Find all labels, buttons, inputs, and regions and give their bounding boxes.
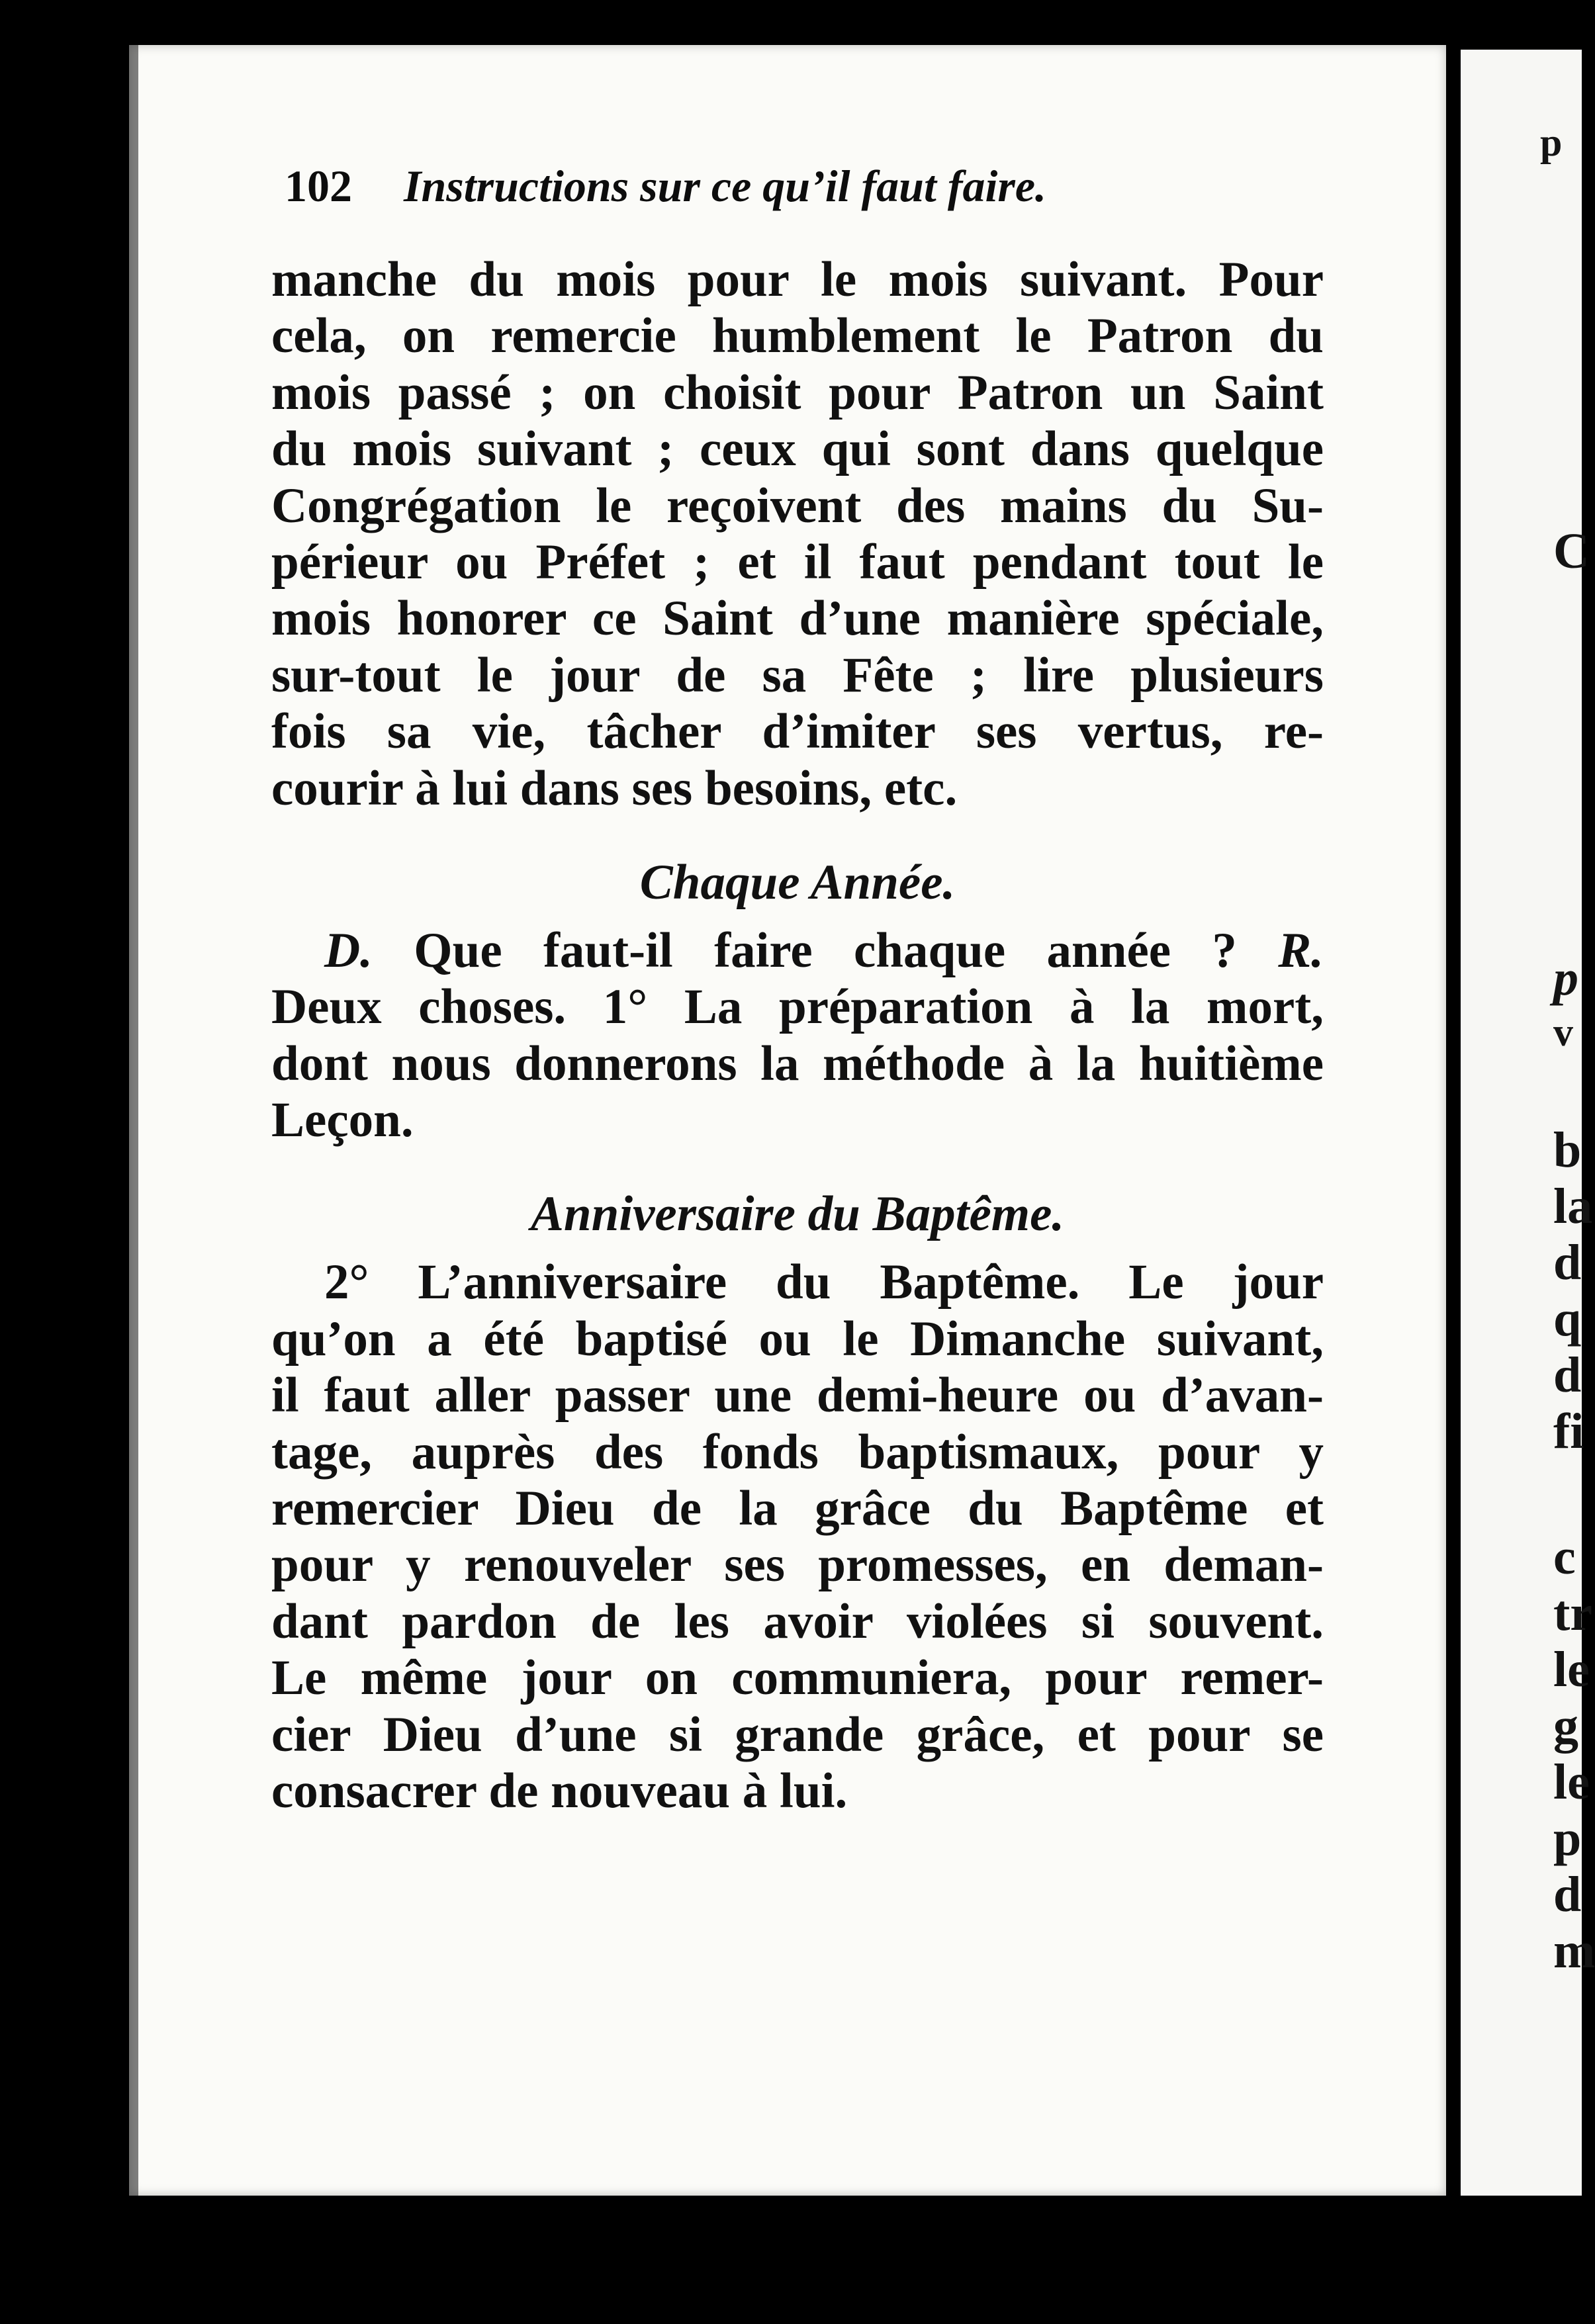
- facing-page-letter: p: [1553, 950, 1578, 1006]
- text-line: Leçon.: [271, 1093, 414, 1148]
- text-line: périeur ou Préfet ; et il faut pendant tout le: [271, 534, 1324, 590]
- running-header: [285, 160, 1297, 220]
- text-line: mois passé ; on choisit pour Patron un Saint: [271, 365, 1324, 420]
- text-line: cier Dieu d’une si grande grâce, et pour se: [271, 1707, 1324, 1762]
- question-line: [271, 922, 1324, 979]
- text-line: Le même jour on communiera, pour remer-: [271, 1650, 1324, 1706]
- text-line: manche du mois pour le mois suivant. Pour: [271, 252, 1324, 307]
- facing-page-letter: m: [1553, 1923, 1595, 1979]
- text-line: mois honorer ce Saint d’une manière spéciale,: [271, 591, 1324, 647]
- text-line: consacrer de nouveau à lui.: [271, 1763, 848, 1818]
- text-line: remercier Dieu de la grâce du Baptême et: [271, 1481, 1324, 1537]
- text-line: fois sa vie, tâcher d’imiter ses vertus, re-: [271, 704, 1324, 760]
- facing-page-letter: C: [1553, 523, 1590, 579]
- text-line: tage, auprès des fonds baptismaux, pour y: [271, 1424, 1324, 1480]
- question-marker: D.: [324, 922, 373, 978]
- text-line: cela, on remercie humblement le Patron du: [271, 308, 1324, 364]
- facing-page-letter: d: [1553, 1867, 1582, 1922]
- facing-page-letter: le: [1553, 1754, 1590, 1810]
- text-line: Deux choses. 1° La préparation à la mort,: [271, 979, 1324, 1035]
- facing-page-letter: g: [1553, 1698, 1578, 1754]
- page-number: 102: [285, 161, 352, 211]
- page-binding-shadow: [129, 45, 138, 2196]
- text-line: dant pardon de les avoir violées si souvent.: [271, 1593, 1324, 1649]
- text-line: du mois suivant ; ceux qui sont dans quelque: [271, 422, 1324, 477]
- book-gutter: [1446, 0, 1461, 2324]
- facing-page-letter: fi: [1553, 1404, 1584, 1459]
- facing-page-letter: v: [1553, 1010, 1573, 1054]
- page-body: [271, 251, 1324, 1819]
- running-title: Instructions sur ce qu’il faut faire.: [404, 161, 1047, 211]
- answer-marker: R.: [1278, 922, 1324, 978]
- text-line: Congrégation le reçoivent des mains du Su-: [271, 478, 1324, 533]
- facing-page-fragment: [1461, 50, 1595, 2207]
- facing-page-letter: tr: [1553, 1586, 1593, 1641]
- facing-page-letter: d: [1553, 1235, 1582, 1290]
- section-heading: Chaque Année.: [639, 854, 956, 910]
- facing-page-letter: c: [1553, 1529, 1576, 1585]
- facing-page-letter: la: [1553, 1179, 1593, 1234]
- text-line: 2° L’anniversaire du Baptême. Le jour: [324, 1255, 1324, 1310]
- facing-page-letter: d: [1553, 1347, 1582, 1403]
- text-line: il faut aller passer une demi-heure ou d’avan-: [271, 1368, 1324, 1423]
- question-text: Que faut-il faire chaque année ?: [414, 922, 1237, 978]
- section-heading: Anniversaire du Baptême.: [530, 1186, 1065, 1242]
- facing-page-letter: p: [1553, 1810, 1582, 1866]
- facing-page-letter: q: [1553, 1291, 1582, 1347]
- text-line: pour y renouveler ses promesses, en deman-: [271, 1537, 1324, 1593]
- facing-page-letter: p: [1540, 120, 1563, 164]
- facing-page-letter: b: [1553, 1122, 1582, 1178]
- text-line: dont nous donnerons la méthode à la huitième: [271, 1036, 1324, 1091]
- text-line: qu’on a été baptisé ou le Dimanche suivant,: [271, 1311, 1324, 1366]
- facing-page-letter: le: [1553, 1642, 1590, 1697]
- text-line: sur-tout le jour de sa Fête ; lire plusieurs: [271, 647, 1324, 703]
- scan-bottom-edge: [0, 2196, 1582, 2324]
- text-line: courir à lui dans ses besoins, etc.: [271, 760, 958, 816]
